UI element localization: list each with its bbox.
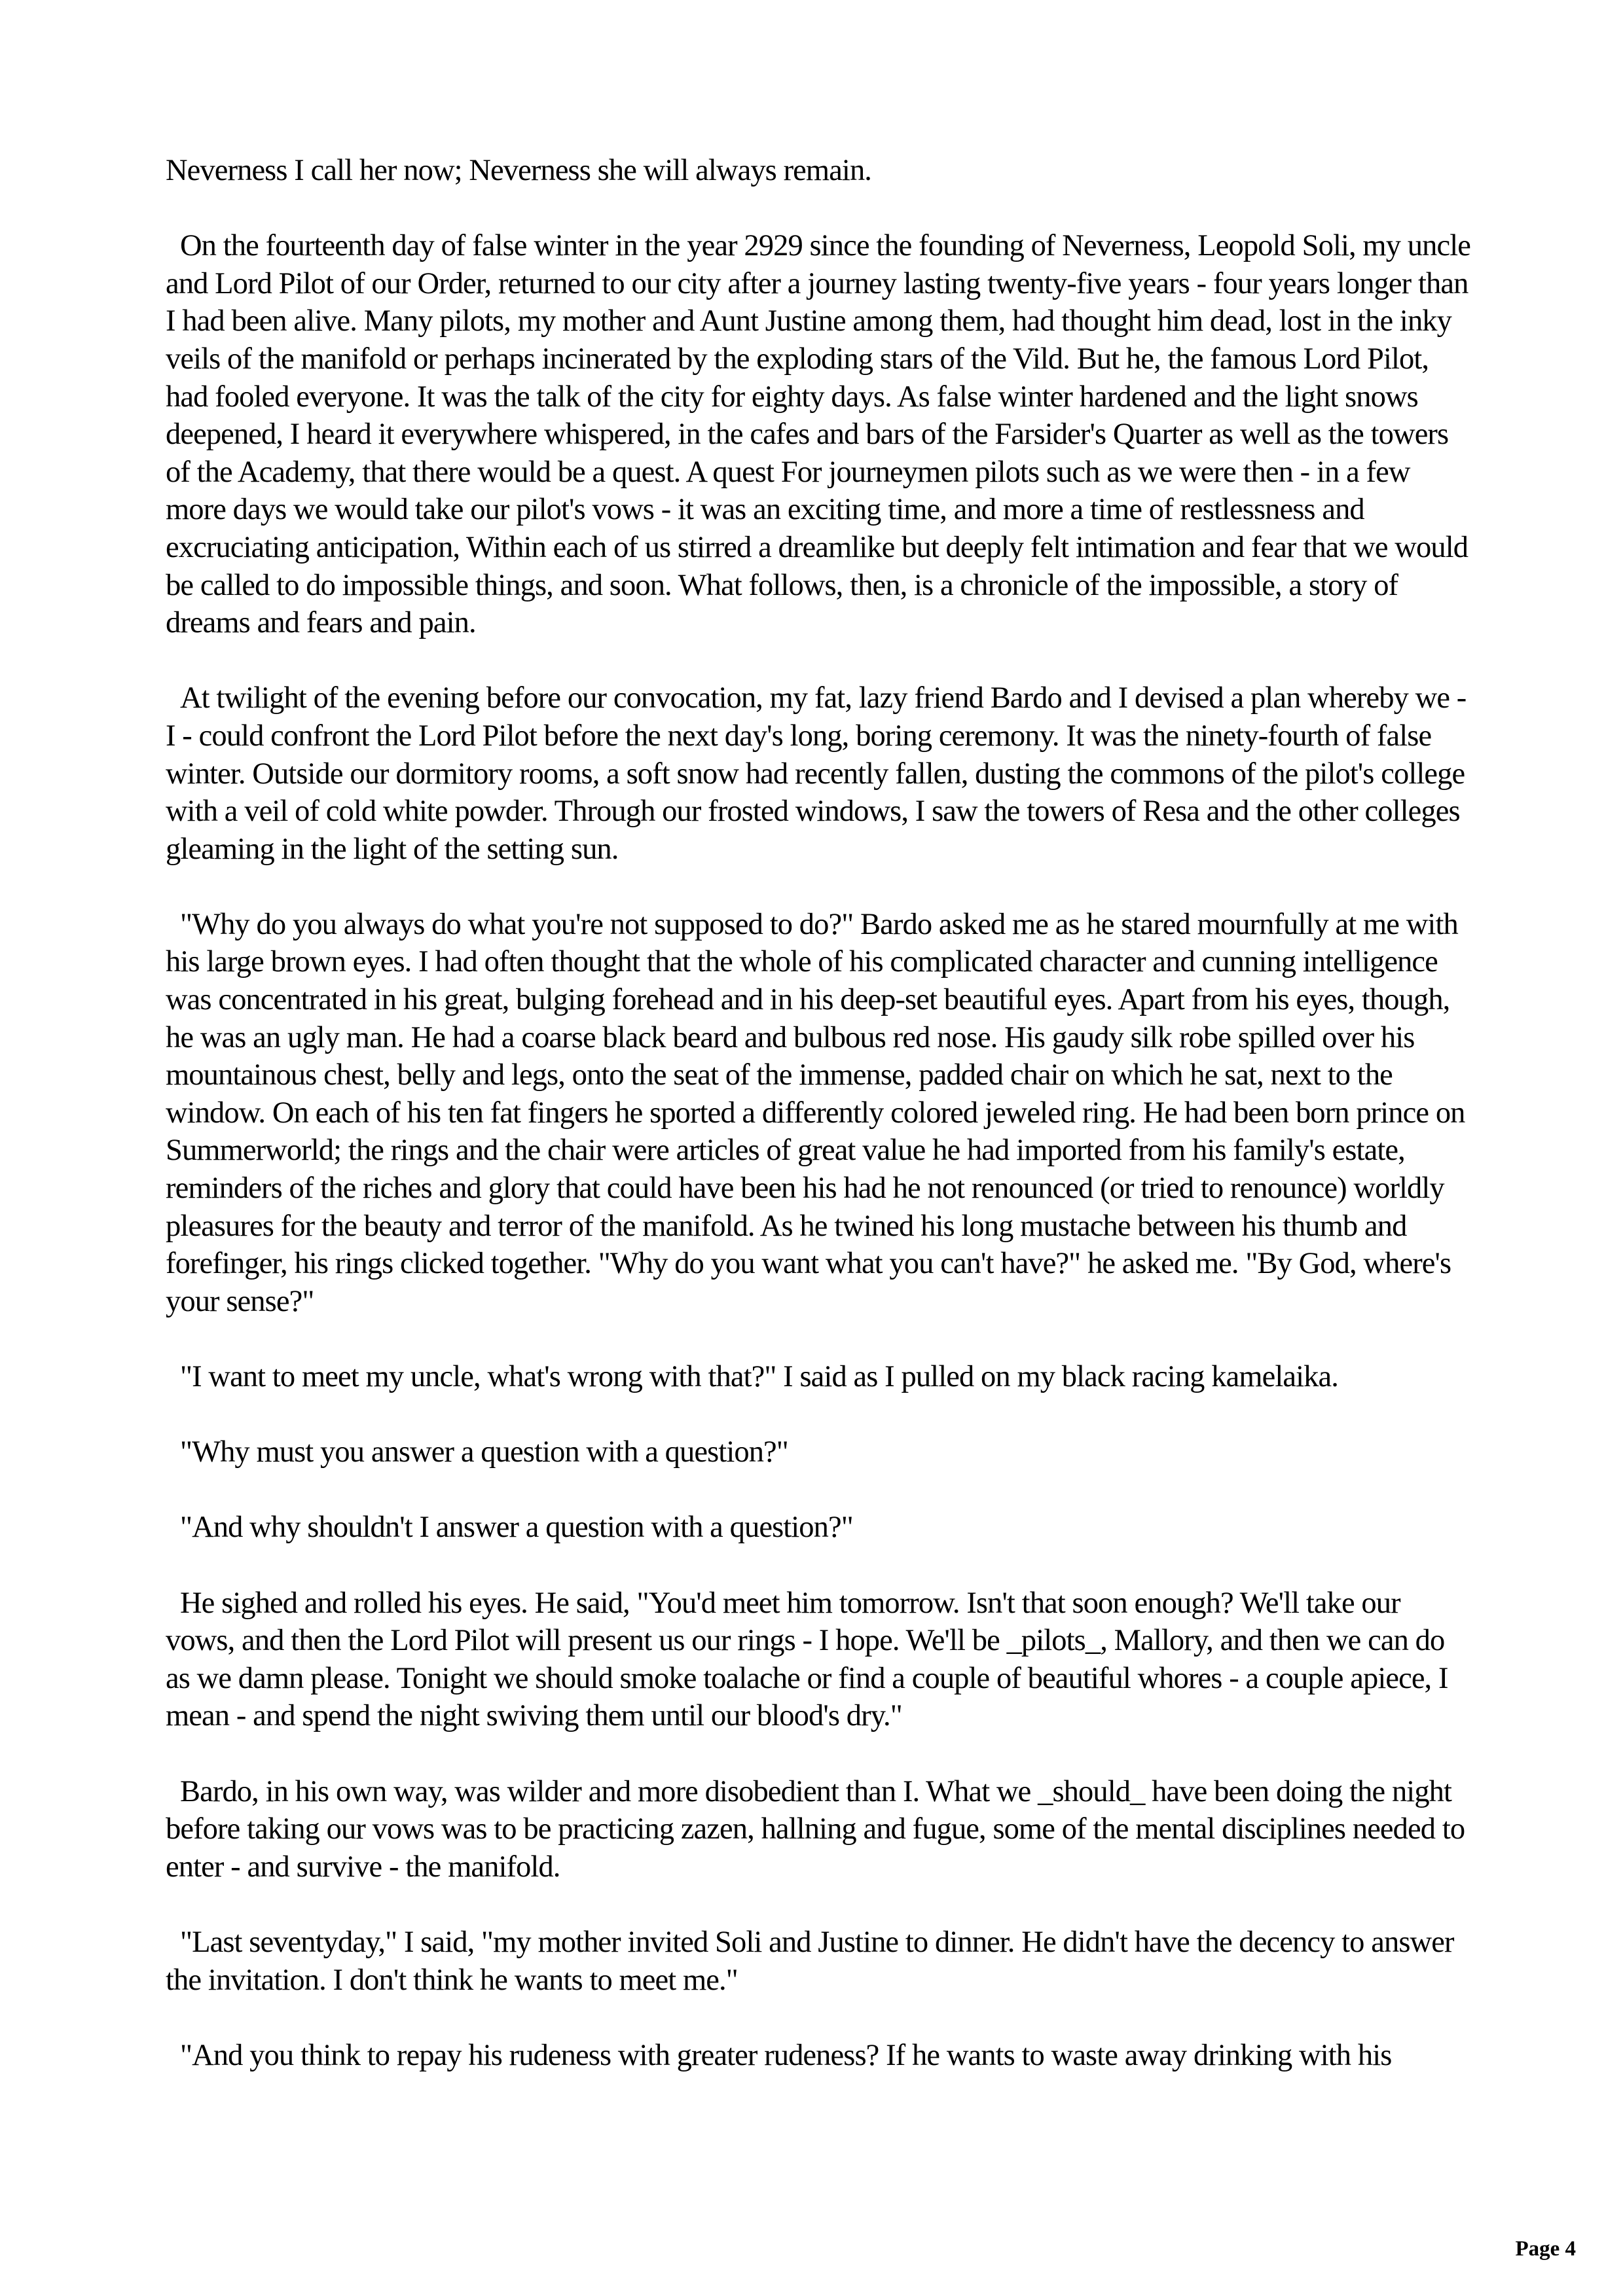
paragraph-4: "Why do you always do what you're not supposed to do?" Bardo asked me as he stared mournfully at me with his large brown eyes. I had often thought that the whole of his complicated character and cunning intelligence was concentrated in his great, bulging forehead and in his deep-set beautiful eyes. Apart from his eyes, though, he was an ugly man. He had a coarse black beard and bulbous red nose. His gaudy silk robe spilled over his mountainous chest, belly and legs, onto the seat of the immense, padded chair on which he sat, next to the window. On each of his ten fat fingers he sported a differently colored jeweled ring. He had been born prince on Summerworld; the rings and the chair were articles of great value he had imported from his family's estate, reminders of the riches and glory that could have been his had he not renounced (or tried to renounce) worldly pleasures for the beauty and terror of the manifold. As he twined his long mustache between his thumb and forefinger, his rings clicked together. "Why do you want what you can't have?" he asked me. "By God, where's your sense?": [166, 907, 1472, 1318]
paragraph-11: "And you think to repay his rudeness with greater rudeness? If he wants to waste away drinking with his: [180, 2038, 1392, 2072]
paragraph-8: He sighed and rolled his eyes. He said, "You'd meet him tomorrow. Isn't that soon enough? We'll take our vows, and then the Lord Pilot will present us our rings - I hope. We'll be _pilots_, Mallory, and then we can do as we damn please. Tonight we should smoke toalache or find a couple of beautiful whores - a couple apiece, I mean - and spend the night swiving them until our blood's dry.": [166, 1586, 1455, 1733]
paragraph-7: "And why shouldn't I answer a question with a question?": [180, 1511, 853, 1545]
paragraph-6: "Why must you answer a question with a question?": [180, 1435, 788, 1469]
paragraph-5: "I want to meet my uncle, what's wrong with that?" I said as I pulled on my black racing kamelaika.: [180, 1360, 1338, 1393]
page-body-text: [166, 152, 1478, 2112]
paragraph-9: Bardo, in his own way, was wilder and more disobedient than I. What we _should_ have been doing the night before taking our vows was to be practicing zazen, hallning and fugue, some of the mental disciplines needed to enter - and survive - the manifold.: [166, 1774, 1472, 1884]
paragraph-1: Neverness I call her now; Neverness she will always remain.: [166, 154, 872, 187]
paragraph-2: On the fourteenth day of false winter in the year 2929 since the founding of Neverness, Leopold Soli, my uncle and Lord Pilot of our Order, returned to our city after a journey lasting twenty-five years - four years longer than I had been alive. Many pilots, my mother and Aunt Justine among them, had thought him dead, lost in the inky veils of the manifold or perhaps incinerated by the exploding stars of the Vild. But he, the famous Lord Pilot, had fooled everyone. It was the talk of the city for eighty days. As false winter hardened and the light snows deepened, I heard it everywhere whispered, in the cafes and bars of the Farsider's Quarter as well as the towers of the Academy, that there would be a quest. A quest For journeymen pilots such as we were then - in a few more days we would take our pilot's vows - it was an exciting time, and more a time of restlessness and excruciating anticipation, Within each of us stirred a dreamlike but deeply felt intimation and fear that we would be called to do impossible things, and soon. What follows, then, is a chronicle of the impossible, a story of dreams and fears and pain.: [166, 229, 1478, 640]
page-number: Page 4: [1515, 2237, 1576, 2261]
paragraph-3: At twilight of the evening before our convocation, my fat, lazy friend Bardo and I devised a plan whereby we - I - could confront the Lord Pilot before the next day's long, boring ceremony. It was the ninety-fourth of false winter. Outside our dormitory rooms, a soft snow had recently fallen, dusting the commons of the pilot's college with a veil of cold white powder. Through our frosted windows, I saw the towers of Resa and the other colleges gleaming in the light of the setting sun.: [166, 681, 1474, 866]
paragraph-10: "Last seventyday," I said, "my mother invited Soli and Justine to dinner. He didn't have the decency to answer the invitation. I don't think he wants to meet me.": [166, 1925, 1461, 1997]
